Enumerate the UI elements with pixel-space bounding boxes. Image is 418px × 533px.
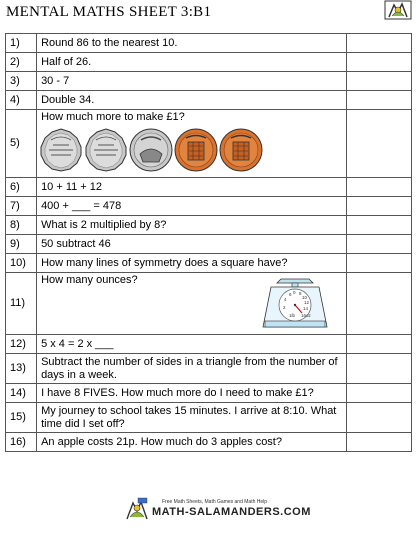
question-row (6, 216, 412, 235)
scale-tick: 4 (284, 297, 287, 302)
question-cell (37, 273, 347, 335)
salamander-logo-icon (384, 0, 412, 20)
answer-box[interactable] (346, 335, 411, 354)
salamander-footer-logo-icon (124, 497, 150, 521)
question-row (6, 384, 412, 403)
question-text: 5 x 4 = 2 x ___ (37, 335, 347, 354)
answer-box[interactable] (346, 34, 411, 53)
answer-box[interactable] (346, 53, 411, 72)
twenty-pence-coin-icon (39, 128, 83, 172)
question-row (6, 197, 412, 216)
scale-tick: 6 (289, 292, 292, 297)
question-row (6, 178, 412, 197)
answer-box[interactable] (346, 197, 411, 216)
question-row (6, 403, 412, 433)
scale-tick: 1lb (289, 313, 296, 318)
answer-box[interactable] (346, 72, 411, 91)
question-number: 7) (6, 197, 37, 216)
coins-group (39, 128, 342, 172)
answer-box[interactable] (346, 110, 411, 178)
answer-box[interactable] (346, 254, 411, 273)
two-pence-coin-icon (219, 128, 263, 172)
ten-pence-coin-icon (129, 128, 173, 172)
question-text: 400 + ___ = 478 (37, 197, 347, 216)
question-number: 14) (6, 384, 37, 403)
question-number: 4) (6, 91, 37, 110)
answer-box[interactable] (346, 235, 411, 254)
question-number: 3) (6, 72, 37, 91)
question-row (6, 34, 412, 53)
question-text: How many lines of symmetry does a square have? (37, 254, 347, 273)
scale-tick: 2 (283, 305, 286, 310)
question-text: 30 - 7 (37, 72, 347, 91)
question-number: 1) (6, 34, 37, 53)
question-number: 10) (6, 254, 37, 273)
question-text: Subtract the number of sides in a triangle from the number of days in a week. (37, 354, 347, 384)
question-number: 9) (6, 235, 37, 254)
scale-tick: 12 (304, 300, 310, 305)
twenty-pence-coin-icon (84, 128, 128, 172)
question-row (6, 53, 412, 72)
question-row (6, 433, 412, 452)
question-row (6, 110, 412, 178)
question-row (6, 254, 412, 273)
question-text: My journey to school takes 15 minutes. I arrive at 8:10. What time did I set off? (37, 403, 347, 433)
question-text: I have 8 FIVES. How much more do I need to make £1? (37, 384, 347, 403)
footer-tagline: Free Math Sheets, Math Games and Math Help (162, 499, 268, 505)
question-row (6, 235, 412, 254)
question-number: 16) (6, 433, 37, 452)
question-number: 6) (6, 178, 37, 197)
scale-tick: 10 (302, 295, 308, 300)
answer-box[interactable] (346, 384, 411, 403)
scale-tick: 8 (299, 291, 302, 296)
question-row (6, 335, 412, 354)
answer-box[interactable] (346, 433, 411, 452)
answer-box[interactable] (346, 91, 411, 110)
questions-table (5, 33, 412, 452)
scale-tick: 14 (303, 306, 309, 311)
answer-box[interactable] (346, 216, 411, 235)
two-pence-coin-icon (174, 128, 218, 172)
page-title: MENTAL MATHS SHEET 3:B1 (6, 4, 212, 20)
question-row (6, 354, 412, 384)
question-text: Double 34. (37, 91, 347, 110)
footer-site-name: MATH-SALAMANDERS.COM (152, 506, 311, 518)
question-text: Round 86 to the nearest 10. (37, 34, 347, 53)
scale-tick: 0 (293, 290, 296, 295)
question-row (6, 273, 412, 335)
question-number: 8) (6, 216, 37, 235)
question-number: 15) (6, 403, 37, 433)
question-text: What is 2 multiplied by 8? (37, 216, 347, 235)
answer-box[interactable] (346, 178, 411, 197)
question-text: An apple costs 21p. How much do 3 apples cost? (37, 433, 347, 452)
question-number: 11) (6, 273, 37, 335)
question-row (6, 91, 412, 110)
question-text: Half of 26. (37, 53, 347, 72)
question-text: How much more to make £1? (41, 111, 185, 123)
question-number: 2) (6, 53, 37, 72)
question-text: 10 + 11 + 12 (37, 178, 347, 197)
weighing-scale-icon (259, 275, 331, 333)
answer-box[interactable] (346, 403, 411, 433)
scale-tick: 16oz (301, 313, 311, 318)
question-text: 50 subtract 46 (37, 235, 347, 254)
question-number: 13) (6, 354, 37, 384)
question-number: 5) (6, 110, 37, 178)
answer-box[interactable] (346, 354, 411, 384)
question-text: How many ounces? (41, 274, 138, 286)
answer-box[interactable] (346, 273, 411, 335)
question-row (6, 72, 412, 91)
question-number: 12) (6, 335, 37, 354)
question-cell (37, 110, 347, 178)
